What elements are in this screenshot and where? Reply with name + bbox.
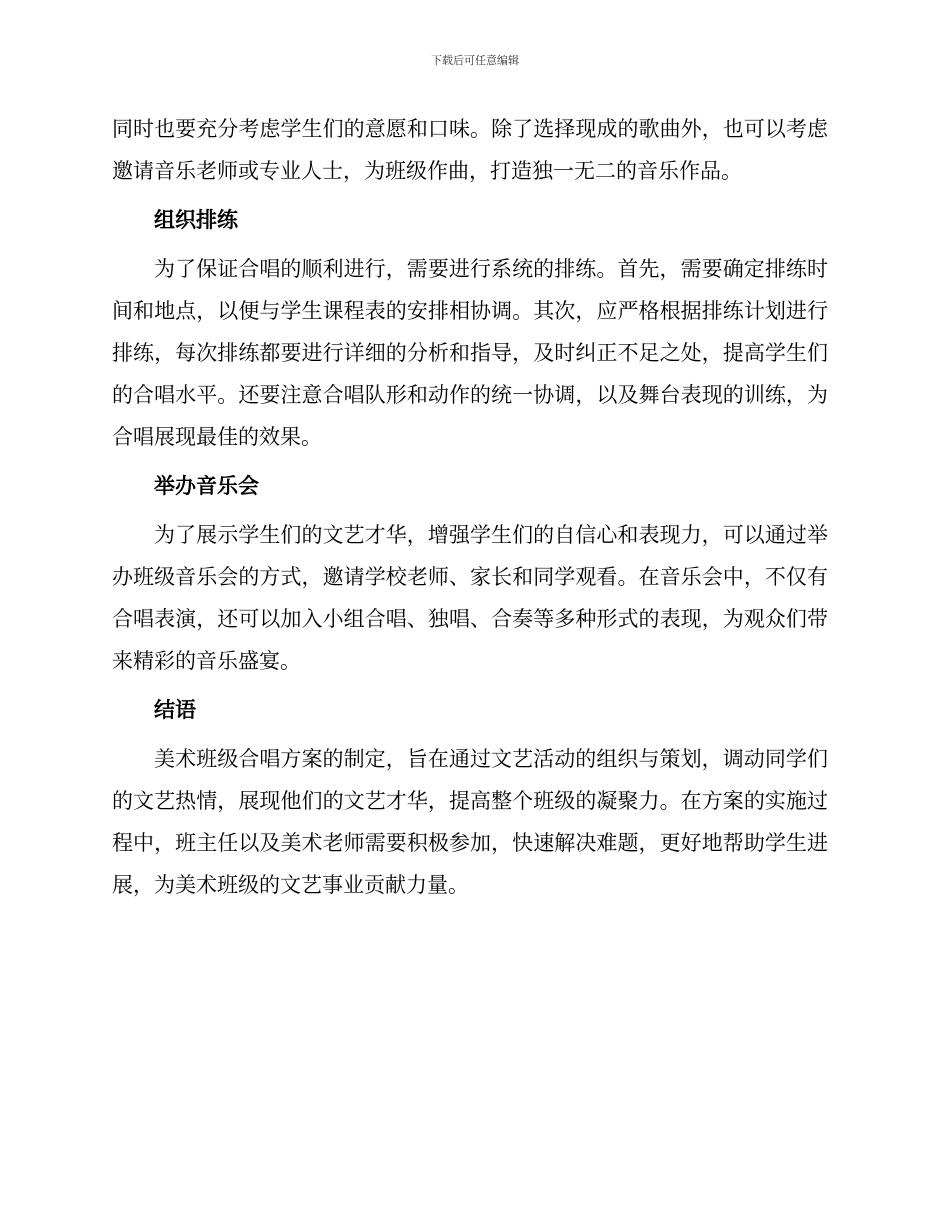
document-body xyxy=(112,108,828,906)
section-heading-rehearsal: 组织排练 xyxy=(154,208,238,232)
conclusion-paragraph: 美术班级合唱方案的制定，旨在通过文艺活动的组织与策划，调动同学们的文艺热情，展现他们的文艺才华，提高整个班级的凝聚力。在方案的实施过程中，班主任以及美术老师需要积极参加，快速解决难题，更好地帮助学生进展，为美术班级的文艺事业贡献力量。 xyxy=(112,747,828,897)
section-heading-conclusion: 结语 xyxy=(154,698,196,722)
section-heading-concert: 举办音乐会 xyxy=(154,474,259,498)
concert-paragraph: 为了展示学生们的文艺才华，增强学生们的自信心和表现力，可以通过举办班级音乐会的方式，邀请学校老师、家长和同学观看。在音乐会中，不仅有合唱表演，还可以加入小组合唱、独唱、合奏等多种形式的表现，为观众们带来精彩的音乐盛宴。 xyxy=(112,523,828,673)
intro-paragraph: 同时也要充分考虑学生们的意愿和口味。除了选择现成的歌曲外，也可以考虑邀请音乐老师或专业人士，为班级作曲，打造独一无二的音乐作品。 xyxy=(112,117,828,183)
rehearsal-paragraph: 为了保证合唱的顺利进行，需要进行系统的排练。首先，需要确定排练时间和地点，以便与学生课程表的安排相协调。其次，应严格根据排练计划进行排练，每次排练都要进行详细的分析和指导，及时纠正不足之处，提高学生们的合唱水平。还要注意合唱队形和动作的统一协调，以及舞台表现的训练，为合唱展现最佳的效果。 xyxy=(112,257,828,449)
page-header: 下载后可任意编辑 xyxy=(431,54,519,67)
